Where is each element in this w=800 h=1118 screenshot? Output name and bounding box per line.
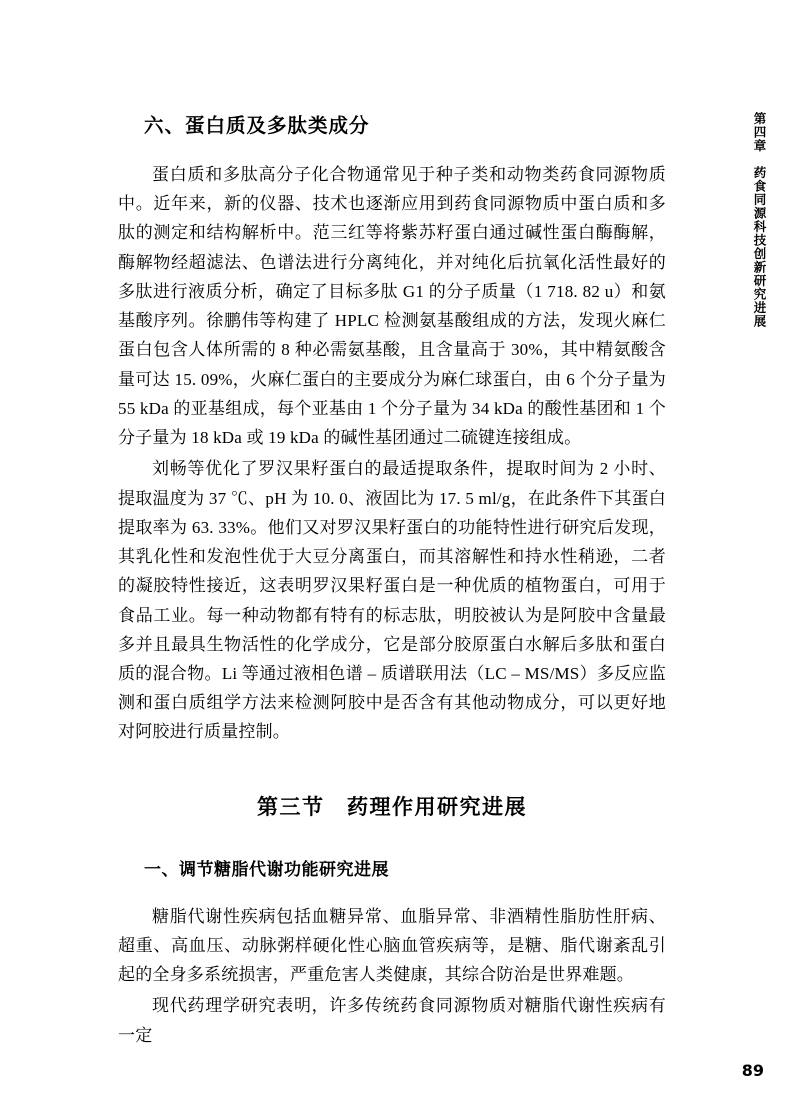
section-heading-protein: 六、蛋白质及多肽类成分	[144, 114, 370, 137]
paragraph-glucolipid-1: 糖脂代谢性疾病包括血糖异常、血脂异常、非酒精性脂肪性肝病、超重、高血压、动脉粥样硬化性心脑血管疾病等，是糖、脂代谢紊乱引起的全身多系统损害，严重危害人类健康，其综合防治是世界难题。	[118, 906, 666, 985]
page-number: 89	[741, 1061, 764, 1080]
section-heading-pharmacology: 第三节 药理作用研究进展	[257, 794, 527, 819]
page-content	[118, 110, 666, 1050]
subsection-heading-glucolipid: 一、调节糖脂代谢功能研究进展	[144, 859, 389, 880]
paragraph-protein-1: 蛋白质和多肽高分子化合物通常见于种子类和动物类药食同源物质中。近年来，新的仪器、技术也逐渐应用到药食同源物质中蛋白质和多肽的测定和结构解析中。范三红等将紫苏籽蛋白通过碱性蛋白酶酶解，酶解物经超滤法、色谱法进行分离纯化，并对纯化后抗氧化活性最好的多肽进行液质分析，确定了目标多肽 G1 的分子质量（1 718. 82 u）和氨基酸序列。徐鹏伟等构建了 HPLC 检测氨基酸组成的方法，发现火麻仁蛋白包含人体所需的 8 种必需氨基酸，且含量高于 30%，其中精氨酸含量可达 15. 09%，火麻仁蛋白的主要成分为麻仁球蛋白，由 6 个分子量为 55 kDa 的亚基组成，每个亚基由 1 个分子量为 34 kDa 的酸性基团和 1 个分子量为 18 kDa 或 19 kDa 的碱性基团通过二硫键连接组成。	[118, 165, 666, 448]
paragraph-glucolipid-2: 现代药理学研究表明，许多传统药食同源物质对糖脂代谢性疾病有一定	[118, 996, 666, 1045]
paragraph-protein-2: 刘畅等优化了罗汉果籽蛋白的最适提取条件，提取时间为 2 小时、提取温度为 37 ℃、pH 为 10. 0、液固比为 17. 5 ml/g，在此条件下其蛋白提取率为 63. 33%。他们又对罗汉果籽蛋白的功能特性进行研究后发现，其乳化性和发泡性优于大豆分离蛋白，而其溶解性和持水性稍逊，二者的凝胶特性接近，这表明罗汉果籽蛋白是一种优质的植物蛋白，可用于食品工业。每一种动物都有特有的标志肽，明胶被认为是阿胶中含量最多并且最具生物活性的化学成分，它是部分胶原蛋白水解后多肽和蛋白质的混合物。Li 等通过液相色谱 – 质谱联用法（LC – MS/MS）多反应监测和蛋白质组学方法来检测阿胶中是否含有其他动物成分，可以更好地对阿胶进行质量控制。	[118, 459, 666, 742]
running-title-vertical: 第四章 药食同源科技创新研究进展	[752, 112, 767, 328]
